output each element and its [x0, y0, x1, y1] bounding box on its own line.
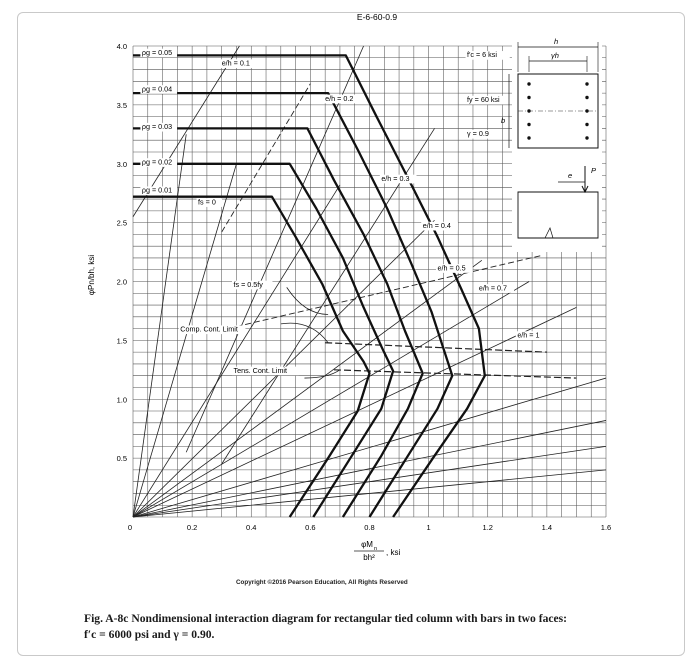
x-tick-label: 0.4 — [246, 523, 257, 532]
rebar-left — [527, 82, 530, 85]
eh-label — [436, 263, 473, 273]
eh-label — [421, 221, 458, 231]
eh-label-text: e/h = 0.3 — [381, 173, 410, 183]
y-tick-label: 3.5 — [116, 100, 127, 110]
gamma-label-text: γ = 0.9 — [467, 129, 489, 139]
section-inset — [501, 37, 602, 252]
interaction-curves — [133, 55, 485, 517]
load-label: P — [591, 166, 597, 175]
dim-h-label: h — [554, 37, 559, 46]
y-tick-label: 0.5 — [116, 454, 127, 464]
x-tick-label: 0.8 — [364, 523, 375, 532]
eh-label-text: e/h = 1 — [517, 330, 540, 340]
y-tick-label: 2.0 — [116, 277, 127, 287]
tens-cont-limit-label-text: Tens. Cont. Limit — [233, 365, 288, 375]
eh-label — [220, 58, 257, 68]
rho-label-text: ρg = 0.03 — [141, 122, 173, 132]
rho-label — [140, 157, 177, 167]
eh-label — [380, 174, 417, 183]
y-tick-label: 4.0 — [116, 42, 127, 51]
fy-label-text: fy = 60 ksi — [467, 94, 500, 104]
dim-b-label: b — [501, 116, 506, 125]
eh-label — [477, 283, 514, 293]
fs-half-label-text: fs = 0.5fy — [233, 279, 263, 289]
comp-cont-limit-label — [179, 325, 246, 335]
y-axis-label-text: φPn/bh, ksi — [87, 254, 96, 296]
rho-label-text: ρg = 0.02 — [141, 157, 173, 167]
rho-label-text: ρg = 0.05 — [141, 47, 173, 57]
eh-label — [324, 94, 361, 104]
x-axis-label-sub: n — [374, 546, 378, 552]
figure-caption — [84, 611, 644, 643]
x-tick-label: 1.6 — [600, 523, 612, 532]
fc-label — [466, 50, 510, 60]
y-tick-label: 1.5 — [116, 336, 127, 346]
caption-line-2: f′c = 6000 psi and γ = 0.90. — [84, 628, 215, 641]
rho-label-text: ρg = 0.01 — [141, 185, 173, 195]
x-axis-label-unit: , ksi — [386, 548, 401, 557]
eh-label-text: e/h = 0.1 — [221, 58, 250, 68]
interaction-curve — [133, 55, 485, 517]
fs-zero-label-text: fs = 0 — [198, 197, 216, 207]
rebar-right — [585, 82, 588, 85]
eh-label-text: e/h = 0.5 — [437, 263, 466, 273]
eh-label-text: e/h = 0.4 — [422, 220, 451, 230]
rho-label — [140, 186, 177, 196]
rebar-left — [527, 136, 530, 139]
caption-line-1: Fig. A-8c Nondimensional interaction diagram for rectangular tied column with bars in two faces: — [84, 612, 568, 625]
dim-gamma-h-label: γh — [551, 51, 559, 60]
rebar-left — [527, 96, 530, 99]
eh-label-text: e/h = 0.7 — [478, 283, 508, 293]
fc-label-text: f′c = 6 ksi — [467, 50, 497, 60]
rebar-right — [585, 123, 588, 126]
eh-label-text: e/h = 0.2 — [325, 93, 354, 103]
tens-cont-limit-label — [232, 366, 299, 376]
chart-title: E-6-60-0.9 — [356, 12, 398, 22]
eh-label — [516, 330, 545, 340]
y-tick-label: 1.0 — [116, 395, 127, 405]
annotation-labels — [140, 48, 545, 375]
x-tick-label: 1 — [426, 523, 431, 532]
rebar-right — [585, 109, 588, 112]
fs-half-label — [232, 280, 272, 290]
rebar-left — [527, 109, 530, 112]
x-tick-label: 1.4 — [541, 523, 553, 532]
rebar-right — [585, 136, 588, 139]
x-axis-label — [354, 540, 400, 562]
rho-label — [140, 84, 177, 94]
x-tick-label: 0.2 — [186, 523, 198, 532]
copyright-text: Copyright ©2016 Pearson Education, All Rights Reserved — [236, 579, 408, 586]
x-axis-label-top: φM — [361, 540, 373, 549]
gamma-label — [466, 129, 495, 139]
fs-zero-label — [197, 197, 222, 207]
y-axis-label — [87, 255, 96, 296]
rho-label — [140, 48, 177, 58]
tens-limit-leader — [304, 370, 339, 378]
x-axis-label-bottom: bh² — [363, 553, 375, 562]
y-tick-label: 3.0 — [116, 159, 127, 169]
eccentricity-ray — [133, 260, 482, 517]
x-tick-label: 0.6 — [305, 523, 316, 532]
rho-label — [140, 122, 177, 132]
y-tick-label: 2.5 — [116, 218, 127, 228]
rho-label-text: ρg = 0.04 — [141, 84, 173, 94]
fy-label — [466, 95, 510, 104]
comp-cont-limit-label-text: Comp. Cont. Limit — [180, 324, 238, 334]
x-tick-label: 0 — [127, 523, 133, 532]
rebar-left — [527, 123, 530, 126]
x-tick-label: 1.2 — [482, 523, 493, 532]
rebar-right — [585, 96, 588, 99]
ecc-label: e — [568, 171, 573, 180]
